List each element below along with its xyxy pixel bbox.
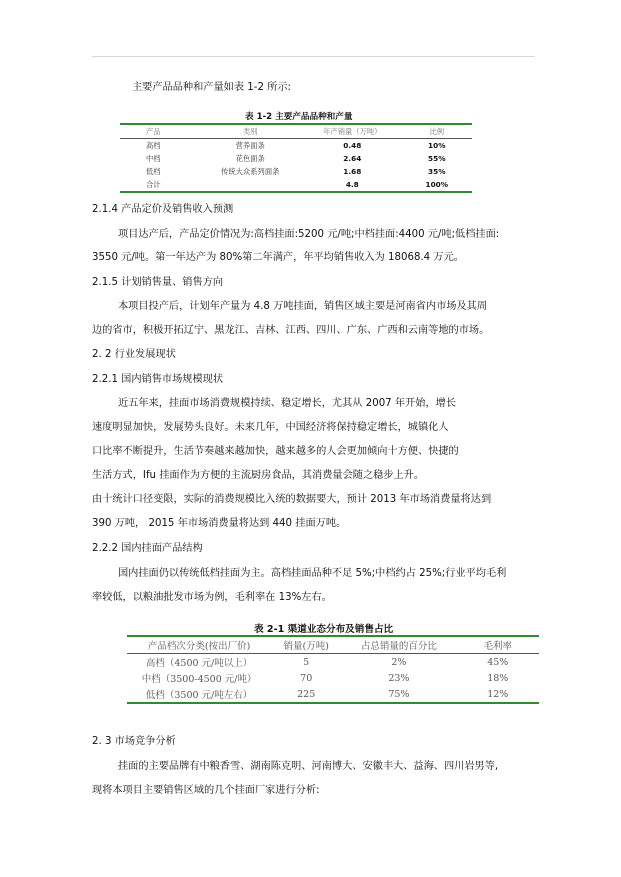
paragraph-line: 项目达产后，产品定价情况为:高档挂面:5200 元/吨;中档挂面:4400 元/吨;低档挂面: <box>118 229 500 240</box>
section-heading: 2. 3 市场竞争分析 <box>92 736 176 747</box>
table-header-cell: 销量(万吨) <box>271 636 341 654</box>
table-cell: 18% <box>487 672 509 684</box>
table-cell: 23% <box>388 672 410 684</box>
header-rule <box>92 56 535 57</box>
table2-caption: 表 2-1 渠道业态分布及销售占比 <box>254 624 394 635</box>
paragraph-line: 近五年来，挂面市场消费规模持续、稳定增长，尤其从 2007 年开始，增长 <box>118 398 457 409</box>
table-cell <box>197 178 303 192</box>
paragraph-line: 口比率不断提升，生活节奏越来越加快，越来越多的人会更加倾向十方便、快捷的 <box>92 446 459 457</box>
table-header-row <box>127 636 539 654</box>
table-cell: 1.68 <box>343 167 362 176</box>
section-heading: 2.2.1 国内销售市场规模现状 <box>92 374 224 385</box>
table-header-cell: 产品 <box>120 124 197 139</box>
paragraph-line: 本项目投产后，计划年产量为 4.8 万吨挂面，销售区域主要是河南省内市场及其周 <box>118 301 488 312</box>
table1 <box>120 123 472 193</box>
table-row <box>120 139 472 153</box>
table-row <box>120 178 472 192</box>
table-cell: 10% <box>428 141 446 150</box>
table-cell: 高档（4500 元/吨以上） <box>145 658 253 669</box>
paragraph-line: 边的省市，积极开拓辽宁、黑龙江、吉林、江西、四川、广东、广西和云南等地的市场。 <box>92 325 490 336</box>
table-cell: 0.48 <box>343 141 362 150</box>
table-cell: 2.64 <box>343 154 362 163</box>
table-header-row <box>120 124 472 139</box>
table-cell: 中档（3500-4500 元/吨） <box>141 674 257 685</box>
table-cell: 花色面条 <box>235 153 265 163</box>
paragraph-line: 率较低，以粮油批发市场为例，毛利率在 13%左右。 <box>92 592 332 603</box>
table-row <box>120 152 472 165</box>
intro-text: 主要产品品种和产量如表 1-2 所示: <box>132 82 291 93</box>
table-row <box>127 654 539 671</box>
paragraph-line: 3550 元/吨。第一年达产为 80%第二年满产，年平均销售收入为 18068.4 万元。 <box>92 252 464 263</box>
section-heading: 2.1.5 计划销售量、销售方向 <box>92 277 224 288</box>
paragraph-line: 国内挂面仍以传统低档挂面为主。高档挂面品种不足 5%;中档约占 25%;行业平均毛利 <box>118 568 507 579</box>
table-cell: 传统大众系列面条 <box>221 166 280 176</box>
table1-caption: 表 1-2 主要产品品种和产量 <box>245 112 353 122</box>
table-cell: 100% <box>402 178 472 192</box>
table-cell: 4.8 <box>303 178 402 192</box>
table-header-cell: 类别 <box>197 124 303 139</box>
section-heading: 2. 2 行业发展现状 <box>92 349 176 360</box>
table-header-cell: 产品档次分类(按出厂价) <box>127 636 271 654</box>
paragraph-line: 生活方式，Ifu 挂面作为方便的主流厨房食品，其消费量会随之稳步上升。 <box>92 470 425 481</box>
section-heading: 2.1.4 产品定价及销售收入预测 <box>92 204 234 215</box>
section-heading: 2.2.2 国内挂面产品结构 <box>92 543 203 554</box>
table-header-cell: 比例 <box>402 124 472 139</box>
table-cell: 5 <box>303 656 310 668</box>
table-row <box>120 165 472 178</box>
table-cell: 营养面条 <box>235 140 265 150</box>
table-cell: 12% <box>457 686 539 703</box>
table-header-cell: 年产销量（万吨） <box>303 124 402 139</box>
table-row <box>127 686 539 703</box>
paragraph-line: 现将本项目主要销售区域的几个挂面厂家进行分析: <box>92 785 320 796</box>
table-cell: 高档 <box>146 140 161 150</box>
table2 <box>127 635 539 704</box>
table-cell: 45% <box>487 656 509 668</box>
table-cell: 225 <box>271 686 341 703</box>
table-header-cell: 占总销量的百分比 <box>341 636 456 654</box>
table-cell: 70 <box>300 672 313 684</box>
paragraph-line: 速度明显加快，发展势头良好。未来几年，中国经济将保持稳定增长，城镇化人 <box>92 422 449 433</box>
table-cell: 35% <box>428 167 446 176</box>
table-cell: 中档 <box>146 153 161 163</box>
table-header-cell: 毛利率 <box>457 636 539 654</box>
paragraph-line: 由十统计口径变限，实际的消费规模比入统的数据要大，预计 2013 年市场消费量将达到 <box>92 494 492 505</box>
table-cell: 75% <box>341 686 456 703</box>
table-cell: 低档（3500 元/吨左右） <box>127 686 271 703</box>
table-cell: 合计 <box>120 178 197 192</box>
paragraph-line: 390 万吨， 2015 年市场消费量将达到 440 挂面万吨。 <box>92 518 347 529</box>
table-cell: 55% <box>428 154 446 163</box>
paragraph-line: 挂面的主要品牌有中粮香雪、湖南陈克明、河南博大、安徽丰大、益海、四川岩男等, <box>118 761 499 772</box>
table-cell: 低档 <box>146 166 161 176</box>
table-cell: 2% <box>391 656 407 668</box>
table-row <box>127 670 539 686</box>
